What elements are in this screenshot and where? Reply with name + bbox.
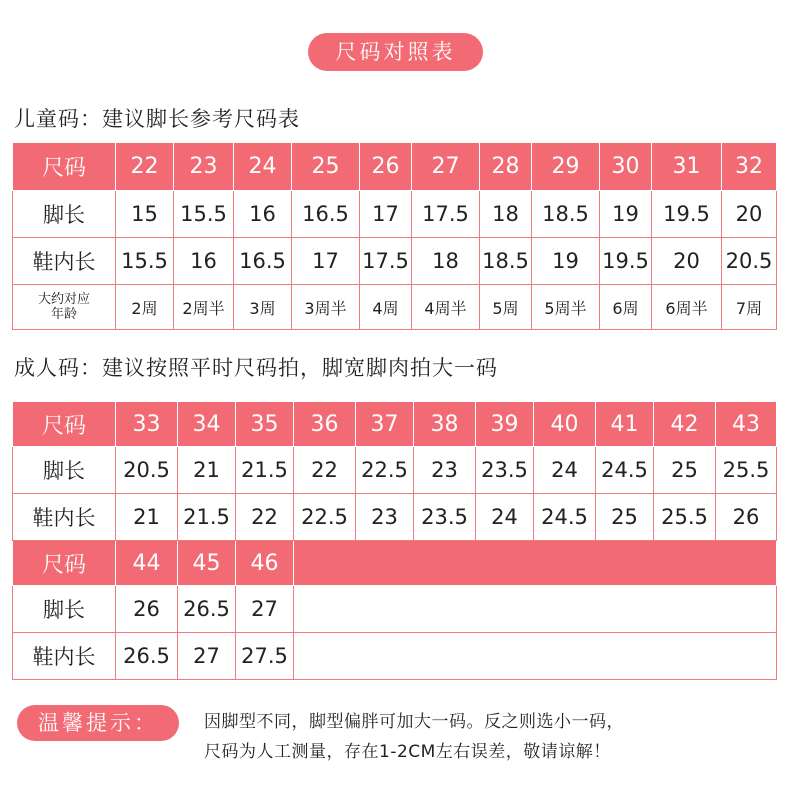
adult-foot-cell: 24.5 <box>596 447 654 494</box>
kids-age-cell: 2周半 <box>174 285 234 330</box>
adult-inner-cell: 26 <box>716 494 777 541</box>
adult-size-row <box>13 402 777 447</box>
kids-size-cell: 29 <box>532 143 600 191</box>
kids-size-cell: 22 <box>116 143 174 191</box>
adult-foot-cell: 26 <box>116 586 178 633</box>
kids-foot-cell: 15.5 <box>174 191 234 238</box>
kids-inner-cell: 19.5 <box>600 238 652 285</box>
kids-age-cell: 4周 <box>360 285 412 330</box>
adult-inner-cell: 24 <box>476 494 534 541</box>
kids-inner-label: 鞋内长 <box>13 238 116 285</box>
adult-foot-cell: 24 <box>534 447 596 494</box>
kids-size-cell: 25 <box>292 143 360 191</box>
adult-foot-cell: 23 <box>414 447 476 494</box>
adult-size-cell: 41 <box>596 402 654 447</box>
tip-line-2: 尺码为人工测量，存在1-2CM左右误差，敬请谅解！ <box>204 742 611 762</box>
kids-size-row <box>13 143 777 191</box>
adult-inner-cell: 22 <box>236 494 294 541</box>
adult-inner-cell: 21 <box>116 494 178 541</box>
kids-foot-cell: 17 <box>360 191 412 238</box>
kids-size-cell: 30 <box>600 143 652 191</box>
kids-age-cell: 5周 <box>480 285 532 330</box>
adult-size-table <box>12 401 777 680</box>
adult-foot-row-2 <box>13 586 777 633</box>
adult-foot-cell: 21.5 <box>236 447 294 494</box>
kids-inner-row <box>13 238 777 285</box>
kids-inner-cell: 20 <box>652 238 722 285</box>
kids-age-cell: 4周半 <box>412 285 480 330</box>
tip-line-1: 因脚型不同，脚型偏胖可加大一码。反之则选小一码， <box>204 712 624 732</box>
adult-size-cell: 33 <box>116 402 178 447</box>
kids-inner-cell: 16.5 <box>234 238 292 285</box>
kids-age-cell: 5周半 <box>532 285 600 330</box>
kids-size-cell: 28 <box>480 143 532 191</box>
adult-inner-cell: 26.5 <box>116 633 178 680</box>
adult-inner-cell: 25.5 <box>654 494 716 541</box>
adult-inner-empty <box>294 633 777 680</box>
kids-age-cell: 2周 <box>116 285 174 330</box>
adult-size-cell: 34 <box>178 402 236 447</box>
adult-foot-empty <box>294 586 777 633</box>
adult-size-cell: 36 <box>294 402 356 447</box>
kids-foot-cell: 16 <box>234 191 292 238</box>
adult-inner-cell: 23 <box>356 494 414 541</box>
adult-size-label: 尺码 <box>13 541 116 586</box>
adult-foot-cell: 22.5 <box>356 447 414 494</box>
adult-size-empty <box>294 541 777 586</box>
kids-inner-cell: 20.5 <box>722 238 777 285</box>
kids-foot-cell: 15 <box>116 191 174 238</box>
kids-age-cell: 3周半 <box>292 285 360 330</box>
kids-inner-cell: 17.5 <box>360 238 412 285</box>
kids-inner-cell: 15.5 <box>116 238 174 285</box>
kids-foot-cell: 18.5 <box>532 191 600 238</box>
adult-foot-cell: 27 <box>236 586 294 633</box>
kids-foot-cell: 18 <box>480 191 532 238</box>
kids-foot-cell: 19 <box>600 191 652 238</box>
kids-age-cell: 6周半 <box>652 285 722 330</box>
kids-size-cell: 27 <box>412 143 480 191</box>
adult-inner-row <box>13 494 777 541</box>
adult-inner-cell: 25 <box>596 494 654 541</box>
kids-size-label: 尺码 <box>13 143 116 191</box>
adult-inner-cell: 22.5 <box>294 494 356 541</box>
adult-size-cell: 40 <box>534 402 596 447</box>
adult-size-cell: 44 <box>116 541 178 586</box>
adult-size-cell: 35 <box>236 402 294 447</box>
kids-size-cell: 31 <box>652 143 722 191</box>
kids-foot-cell: 20 <box>722 191 777 238</box>
adult-inner-cell: 21.5 <box>178 494 236 541</box>
kids-size-cell: 26 <box>360 143 412 191</box>
adult-size-label: 尺码 <box>13 402 116 447</box>
kids-size-cell: 24 <box>234 143 292 191</box>
adult-foot-label: 脚长 <box>13 447 116 494</box>
adult-foot-cell: 26.5 <box>178 586 236 633</box>
adult-inner-label: 鞋内长 <box>13 494 116 541</box>
kids-inner-cell: 17 <box>292 238 360 285</box>
adult-size-cell: 46 <box>236 541 294 586</box>
adult-inner-cell: 24.5 <box>534 494 596 541</box>
adult-inner-label: 鞋内长 <box>13 633 116 680</box>
adult-inner-cell: 23.5 <box>414 494 476 541</box>
kids-section-title: 儿童码：建议脚长参考尺码表 <box>14 107 300 131</box>
adult-foot-cell: 25 <box>654 447 716 494</box>
adult-size-cell: 42 <box>654 402 716 447</box>
adult-size-cell: 39 <box>476 402 534 447</box>
adult-foot-cell: 20.5 <box>116 447 178 494</box>
kids-age-cell: 3周 <box>234 285 292 330</box>
kids-inner-cell: 18 <box>412 238 480 285</box>
adult-foot-row <box>13 447 777 494</box>
adult-size-cell: 43 <box>716 402 777 447</box>
kids-foot-cell: 17.5 <box>412 191 480 238</box>
page-title: 尺码对照表 <box>308 33 483 71</box>
adult-foot-cell: 22 <box>294 447 356 494</box>
kids-age-cell: 7周 <box>722 285 777 330</box>
adult-foot-label: 脚长 <box>13 586 116 633</box>
adult-foot-cell: 23.5 <box>476 447 534 494</box>
kids-foot-row <box>13 191 777 238</box>
adult-foot-cell: 25.5 <box>716 447 777 494</box>
tip-label: 温馨提示： <box>17 705 179 741</box>
kids-size-cell: 23 <box>174 143 234 191</box>
kids-inner-cell: 19 <box>532 238 600 285</box>
adult-inner-cell: 27 <box>178 633 236 680</box>
adult-inner-cell: 27.5 <box>236 633 294 680</box>
adult-foot-cell: 21 <box>178 447 236 494</box>
kids-age-row <box>13 285 777 330</box>
adult-size-cell: 37 <box>356 402 414 447</box>
adult-inner-row-2 <box>13 633 777 680</box>
kids-size-cell: 32 <box>722 143 777 191</box>
kids-foot-cell: 16.5 <box>292 191 360 238</box>
adult-size-cell: 45 <box>178 541 236 586</box>
kids-age-cell: 6周 <box>600 285 652 330</box>
kids-foot-cell: 19.5 <box>652 191 722 238</box>
kids-inner-cell: 16 <box>174 238 234 285</box>
kids-inner-cell: 18.5 <box>480 238 532 285</box>
kids-age-label: 大约对应年龄 <box>13 285 116 330</box>
kids-foot-label: 脚长 <box>13 191 116 238</box>
adult-size-cell: 38 <box>414 402 476 447</box>
kids-size-table <box>12 142 777 330</box>
adult-size-row-2 <box>13 541 777 586</box>
adult-section-title: 成人码：建议按照平时尺码拍，脚宽脚肉拍大一码 <box>14 356 498 380</box>
